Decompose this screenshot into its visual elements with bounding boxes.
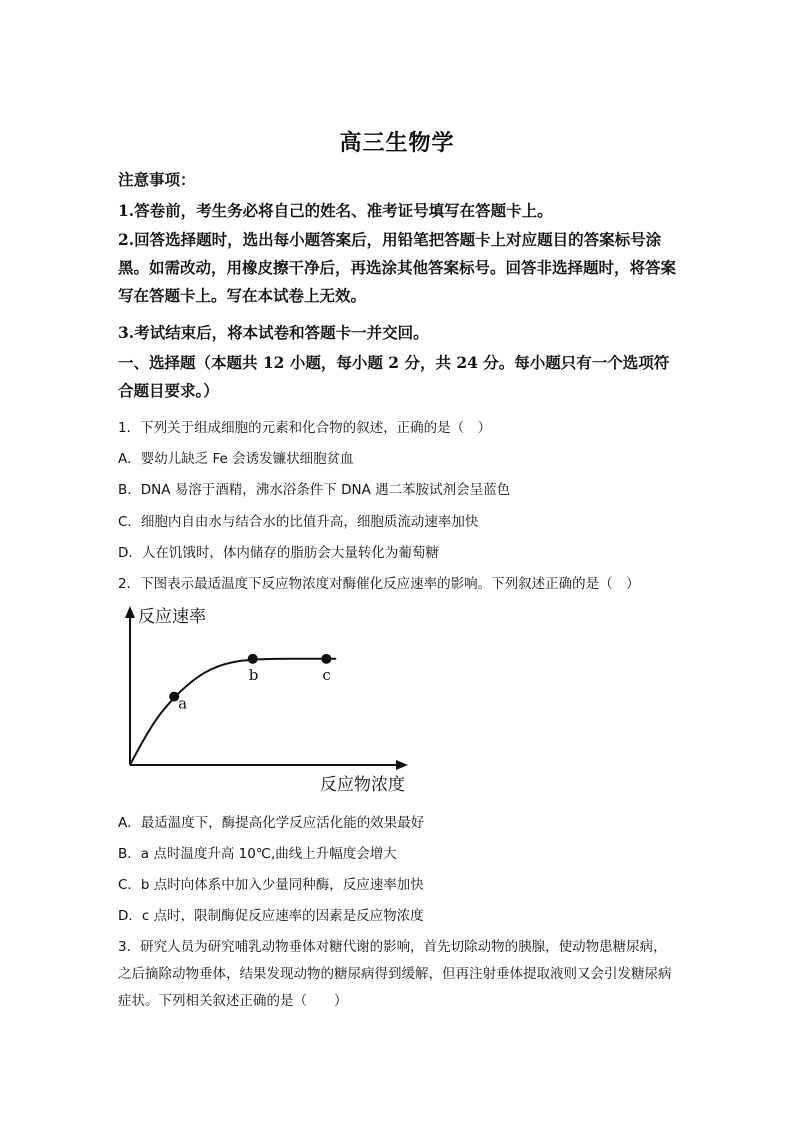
point-label-a: a bbox=[178, 694, 188, 713]
question-1-option-b: B．DNA 易溶于酒精，沸水浴条件下 DNA 遇二苯胺试剂会呈蓝色 bbox=[118, 482, 511, 498]
question-1-option-c: C．细胞内自由水与结合水的比值升高，细胞质流动速率加快 bbox=[118, 514, 479, 530]
y-axis-arrow bbox=[125, 606, 135, 618]
notice-item-3: 3.考试结束后，将本试卷和答题卡一并交回。 bbox=[118, 323, 429, 342]
point-b bbox=[248, 654, 258, 664]
point-label-b: b bbox=[248, 665, 259, 684]
y-axis-label: 反应速率 bbox=[138, 607, 206, 627]
question-2-option-d: D．c 点时，限制酶促反应速率的因素是反应物浓度 bbox=[118, 908, 424, 924]
question-1-stem: 1．下列关于组成细胞的元素和化合物的叙述，正确的是（ ） bbox=[118, 420, 492, 436]
point-label-c: c bbox=[322, 665, 331, 684]
question-2-option-b: B．a 点时温度升高 10℃,曲线上升幅度会增大 bbox=[118, 846, 397, 862]
question-2-option-c: C．b 点时向体系中加入少量同种酶，反应速率加快 bbox=[118, 877, 424, 893]
rate-curve bbox=[130, 659, 336, 765]
question-2-stem: 2．下图表示最适温度下反应物浓度对酶催化反应速率的影响。下列叙述正确的是（ ） bbox=[118, 576, 640, 592]
notice-heading: 注意事项： bbox=[118, 170, 196, 189]
section-heading: 一、选择题（本题共 12 小题，每小题 2 分，共 24 分。每小题只有一个选项符合题目要求。） bbox=[118, 353, 670, 400]
question-1-option-a: A．婴幼儿缺乏 Fe 会诱发镰状细胞贫血 bbox=[118, 451, 354, 467]
page-title: 高三生物学 bbox=[339, 130, 455, 156]
question-1-option-d: D．人在饥饿时，体内储存的脂肪会大量转化为葡萄糖 bbox=[118, 545, 439, 561]
x-axis-arrow bbox=[396, 760, 408, 770]
x-axis-label: 反应物浓度 bbox=[320, 775, 405, 795]
notice-item-2: 2.回答选择题时，选出每小题答案后，用铅笔把答题卡上对应题目的答案标号涂黑。如需改动，用橡皮擦干净后，再选涂其他答案标号。回答非选择题时，将答案写在答题卡上。写在本试卷上无效。 bbox=[118, 230, 677, 305]
question-3-stem: 3．研究人员为研究哺乳动物垂体对糖代谢的影响，首先切除动物的胰腺，使动物患糖尿病，之后摘除动物垂体，结果发现动物的糖尿病得到缓解，但再注射垂体提取液则又会引发糖尿病症状。下列相关叙述正确的是（ ） bbox=[118, 939, 672, 1009]
point-c bbox=[321, 654, 331, 664]
notice-item-1: 1.答卷前，考生务必将自己的姓名、准考证号填写在答题卡上。 bbox=[118, 201, 553, 220]
enzyme-rate-chart bbox=[110, 600, 420, 800]
question-2-option-a: A．最适温度下，酶提高化学反应活化能的效果最好 bbox=[118, 815, 425, 831]
